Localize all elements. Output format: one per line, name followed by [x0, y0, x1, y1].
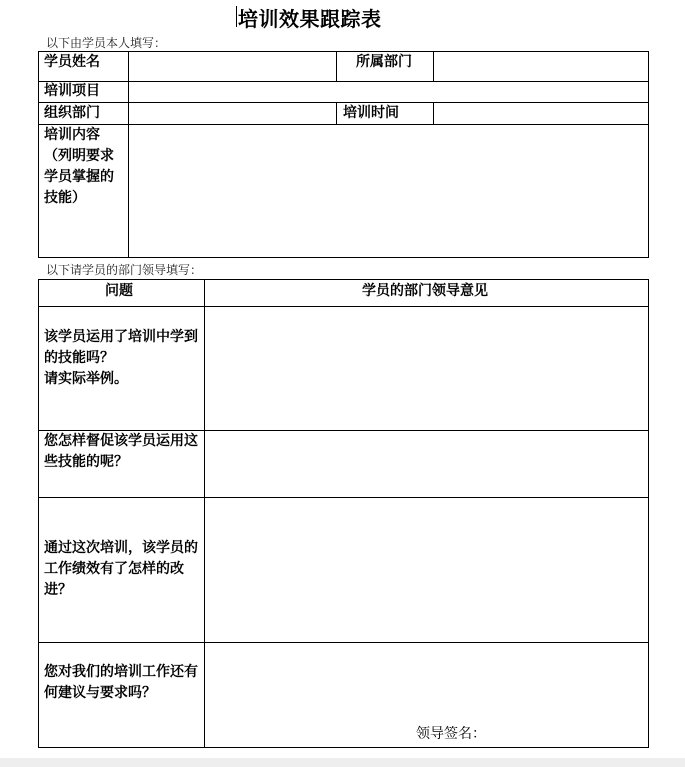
row-divider	[38, 124, 649, 125]
content-label	[44, 125, 114, 209]
student-name-label: 学员姓名	[44, 54, 100, 70]
document-title: 培训效果跟踪表	[238, 7, 382, 31]
signature-label: 领导签名：	[416, 726, 486, 742]
col-divider	[433, 51, 434, 82]
question-line: 您对我们的培训工作还有	[44, 664, 198, 680]
content-label-line: 技能）	[44, 190, 86, 206]
opinion-col-header: 学员的部门领导意见	[362, 283, 488, 299]
question-line: 通过这次培训，该学员的	[44, 540, 198, 556]
question-line: 进？	[44, 582, 72, 598]
question-line: 请实际举例。	[44, 371, 128, 387]
question-line: 您怎样督促该学员运用这	[44, 433, 198, 449]
question-line: 何建议与要求吗？	[44, 685, 156, 701]
project-label: 培训项目	[44, 83, 100, 99]
trainee-info-table	[38, 51, 649, 258]
row-divider	[38, 642, 649, 643]
question-line: 该学员运用了培训中学到	[44, 329, 198, 345]
text-cursor	[236, 6, 237, 27]
row-divider	[38, 497, 649, 498]
section1-note: 以下由学员本人填写：	[46, 36, 167, 50]
col-divider	[336, 51, 337, 82]
question-4	[44, 662, 198, 704]
question-col-header: 问题	[105, 283, 133, 299]
dept-label: 所属部门	[356, 54, 412, 70]
col-divider	[128, 51, 129, 258]
content-label-line: 培训内容	[44, 127, 100, 143]
section2-note: 以下请学员的部门领导填写：	[46, 263, 203, 277]
question-1	[44, 327, 198, 390]
time-label: 培训时间	[343, 105, 399, 121]
col-divider	[336, 102, 337, 125]
page-bottom-edge	[0, 758, 685, 767]
question-line: 工作绩效有了怎样的改	[44, 561, 184, 577]
question-line: 的技能吗？	[44, 350, 114, 366]
org-dept-label: 组织部门	[44, 105, 100, 121]
row-divider	[38, 306, 649, 307]
question-2	[44, 431, 198, 473]
content-label-line: （列明要求	[44, 148, 114, 164]
col-divider	[433, 102, 434, 125]
col-divider	[204, 279, 205, 748]
row-divider	[38, 81, 649, 82]
content-label-line: 学员掌握的	[44, 169, 114, 185]
question-line: 些技能的呢？	[44, 454, 128, 470]
question-3	[44, 538, 198, 601]
